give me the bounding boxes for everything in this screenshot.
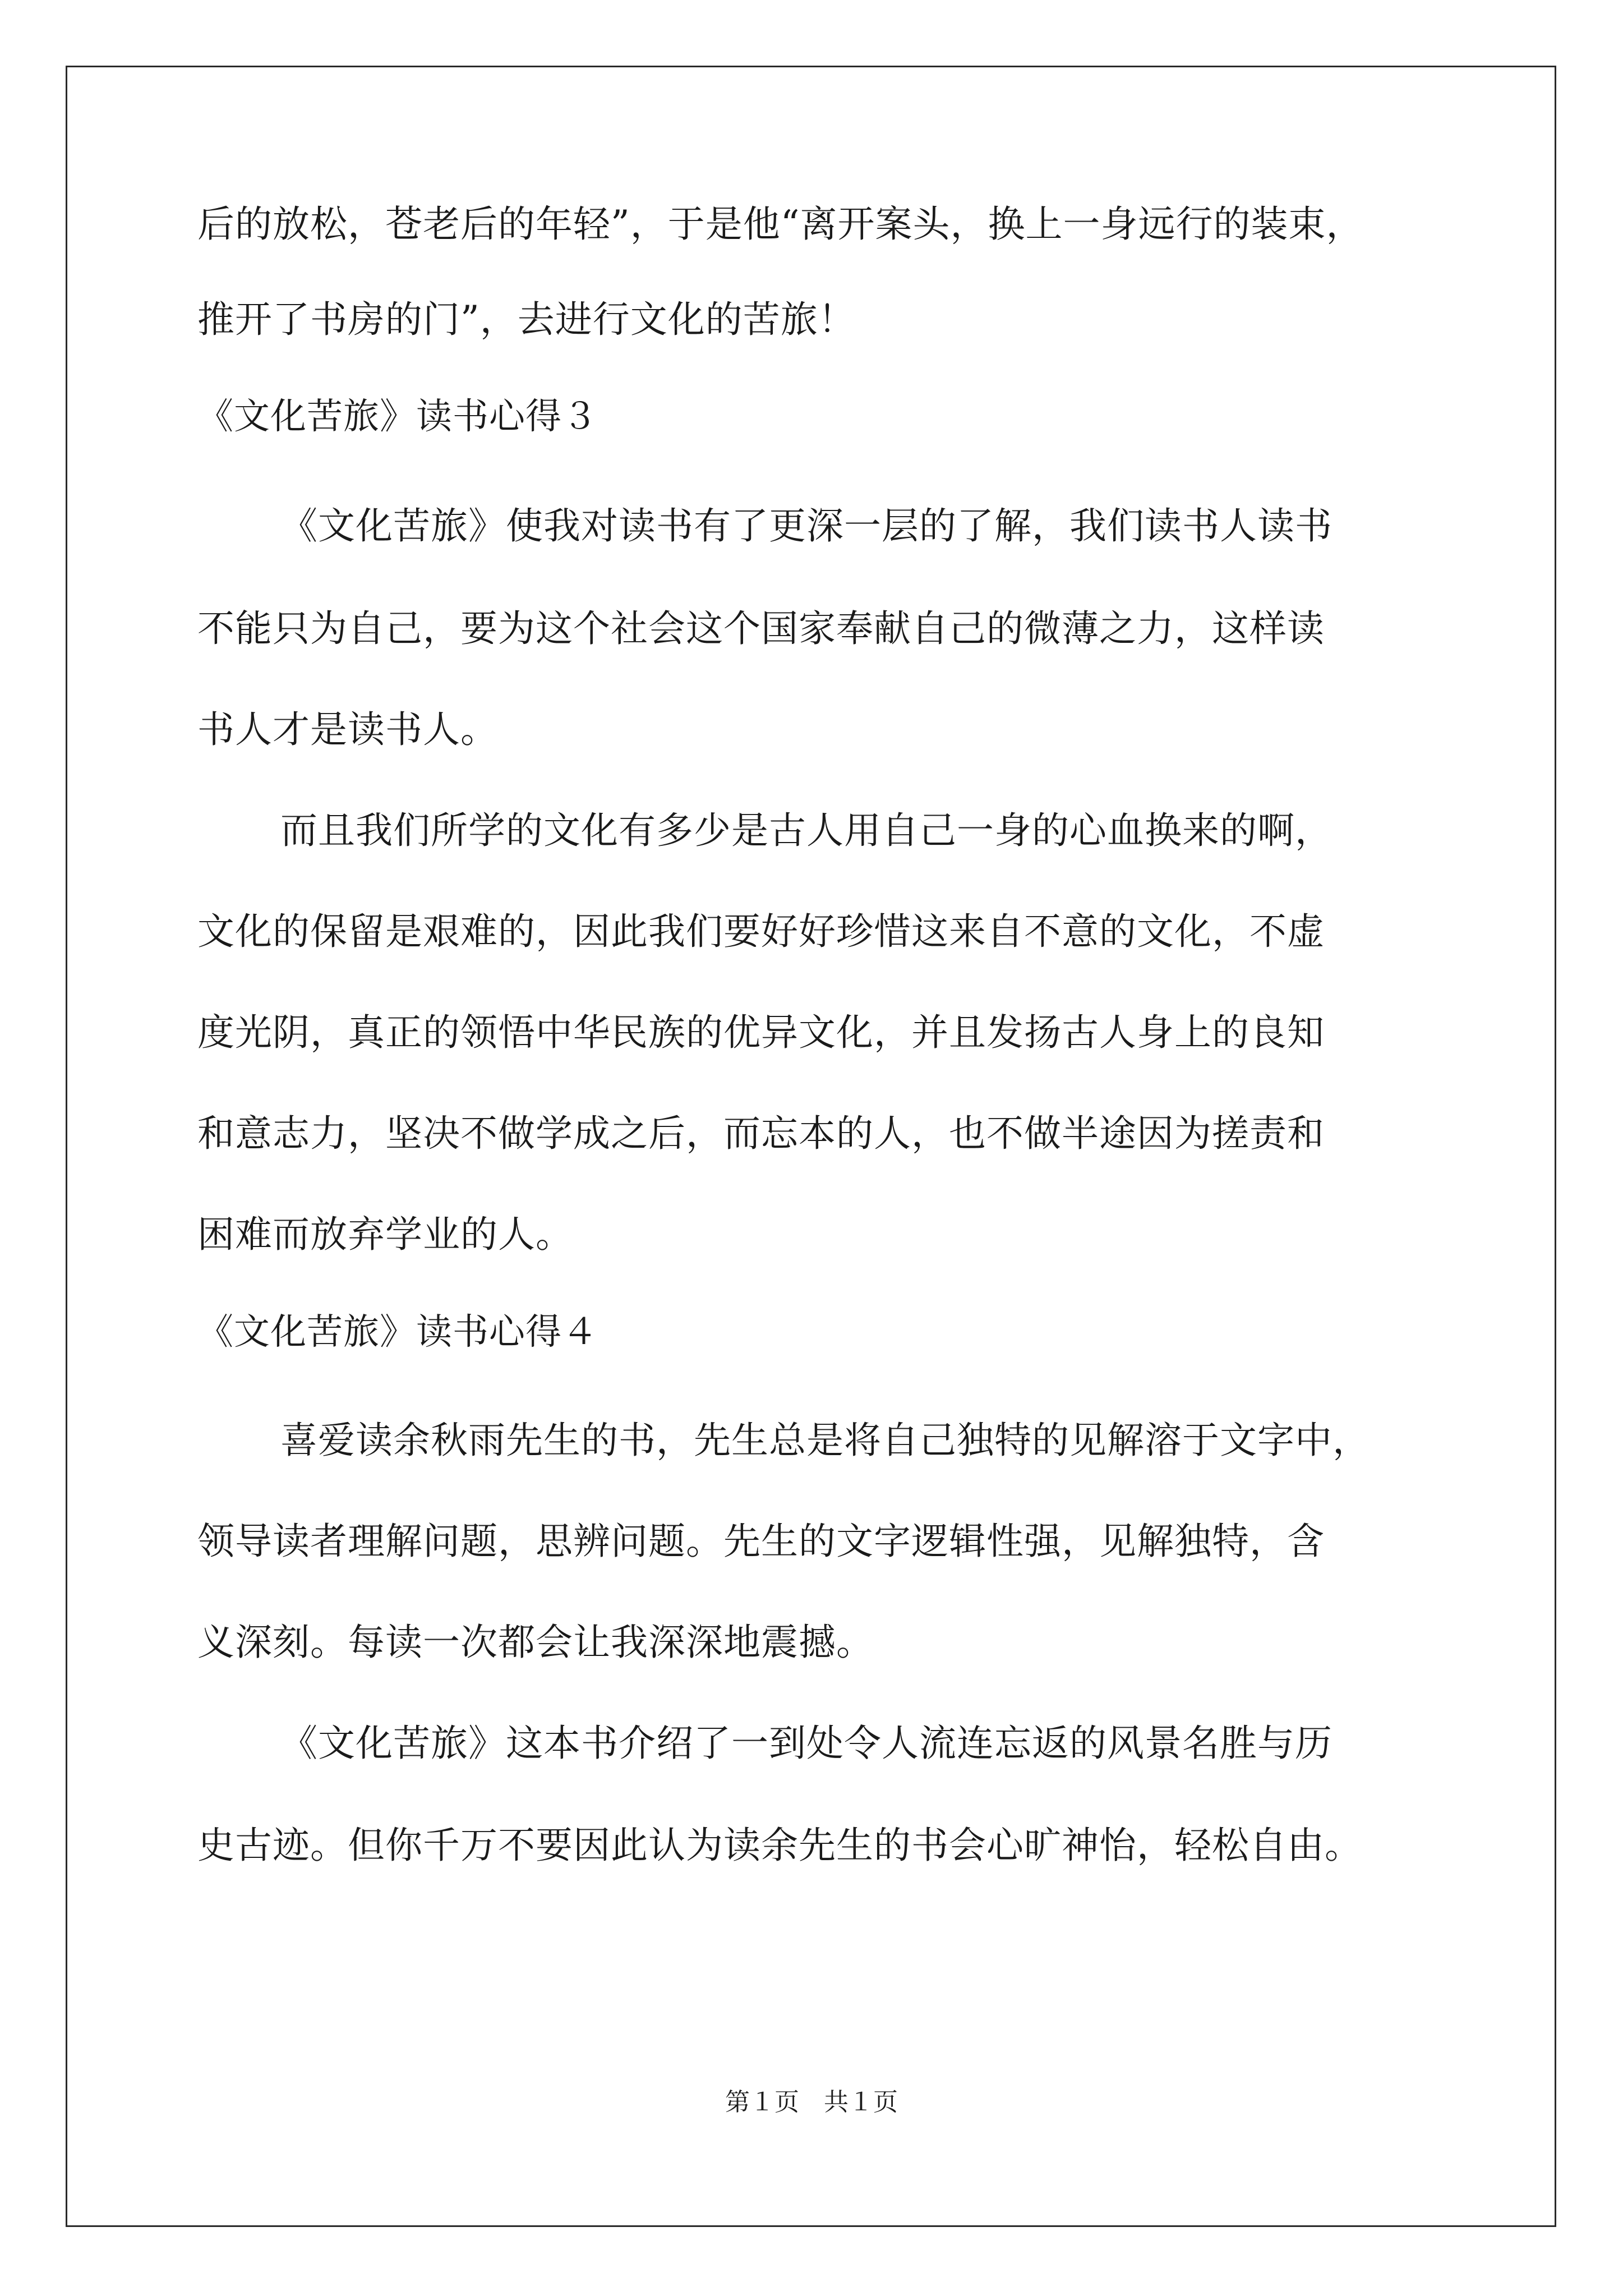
paragraph-line: 推开了书房的门”，去进行文化的苦旅！ <box>197 298 856 341</box>
paragraph-line: 不能只为自己，要为这个社会这个国家奉献自己的微薄之力，这样读 <box>197 607 1325 650</box>
section-heading-3: 《文化苦旅》读书心得３ <box>197 396 598 438</box>
page-number-footer: 第１页 共１页 <box>725 2088 898 2116</box>
paragraph-line: 困难而放弃学业的人。 <box>197 1213 573 1256</box>
paragraph-line: 度光阴，真正的领悟中华民族的优异文化，并且发扬古人身上的良知 <box>197 1011 1325 1054</box>
paragraph-line: 和意志力，坚决不做学成之后，而忘本的人，也不做半途因为搓责和 <box>197 1112 1325 1155</box>
paragraph-line: 《文化苦旅》使我对读书有了更深一层的了解，我们读书人读书 <box>280 504 1332 547</box>
section-heading-4: 《文化苦旅》读书心得４ <box>197 1312 598 1353</box>
paragraph-line: 书人才是读书人。 <box>197 708 498 751</box>
paragraph-line: 喜爱读余秋雨先生的书，先生总是将自己独特的见解溶于文字中， <box>280 1419 1370 1462</box>
paragraph-line: 义深刻。每读一次都会让我深深地震撼。 <box>197 1621 874 1664</box>
paragraph-line: 史古迹。但你千万不要因此认为读余先生的书会心旷神怡，轻松自由。 <box>197 1824 1362 1867</box>
paragraph-line: 《文化苦旅》这本书介绍了一到处令人流连忘返的风景名胜与历 <box>280 1722 1332 1765</box>
paragraph-line: 后的放松，苍老后的年轻”，于是他“离开案头，换上一身远行的装束， <box>197 203 1364 246</box>
paragraph-line: 而且我们所学的文化有多少是古人用自己一身的心血换来的啊， <box>280 809 1332 852</box>
paragraph-line: 领导读者理解问题，思辨问题。先生的文字逻辑性强，见解独特，含 <box>197 1520 1325 1563</box>
paragraph-line: 文化的保留是艰难的，因此我们要好好珍惜这来自不意的文化，不虚 <box>197 910 1325 953</box>
